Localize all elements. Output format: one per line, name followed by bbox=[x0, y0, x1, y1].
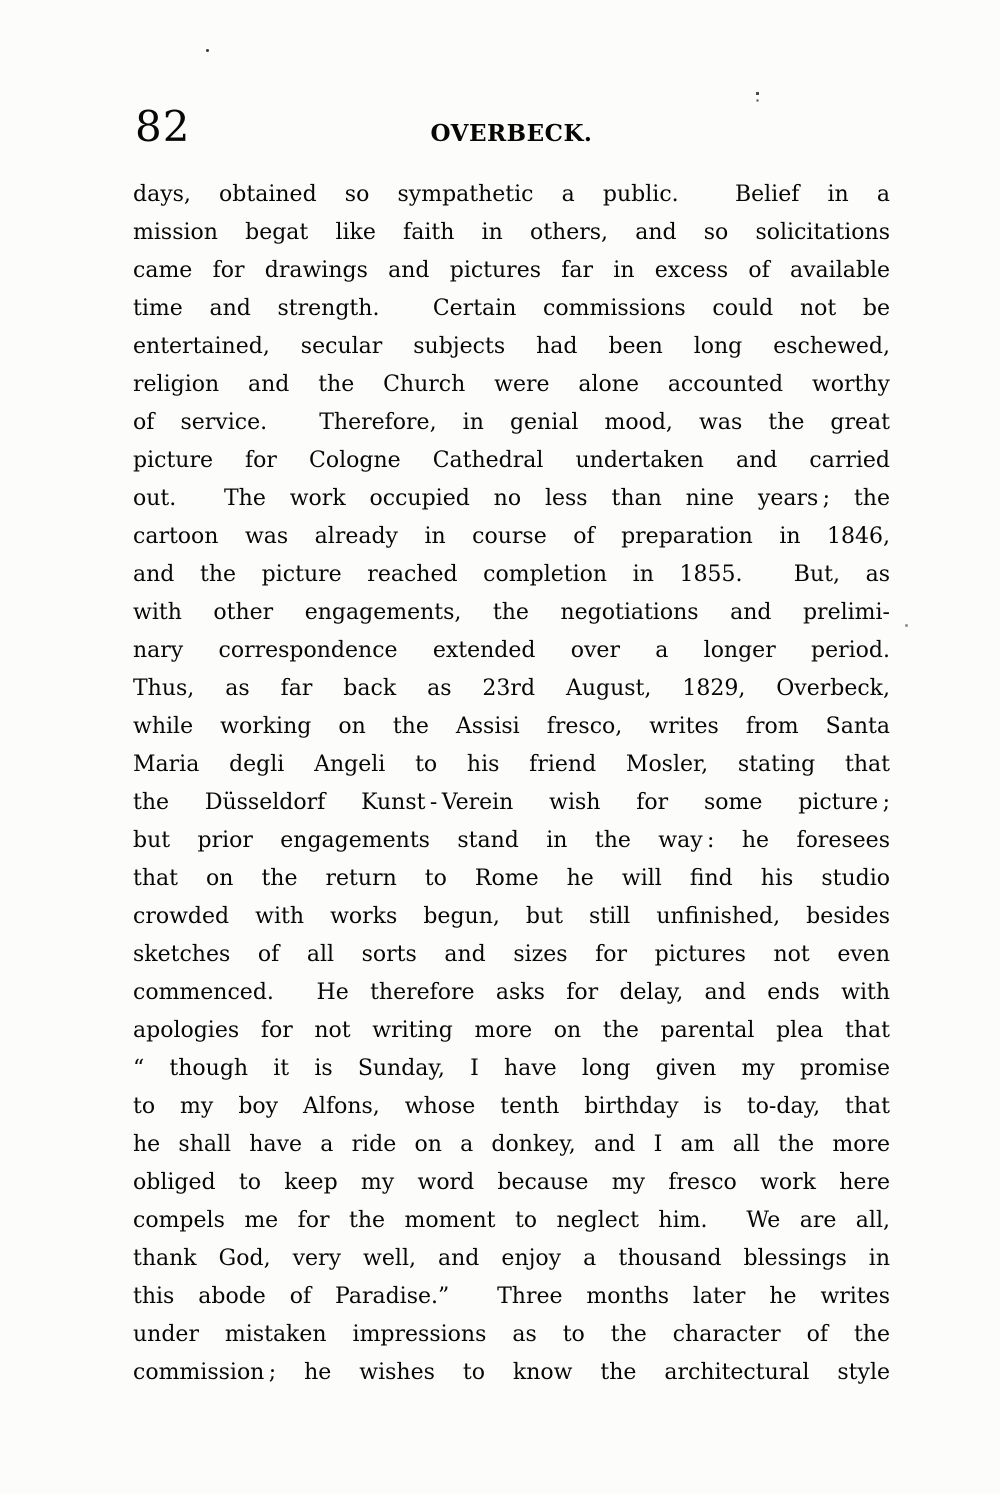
body-text bbox=[133, 176, 890, 1392]
text-line: Maria degli Angeli to his friend Mosler, stating that bbox=[133, 752, 890, 777]
text-line: he shall have a ride on a donkey, and I am all the more bbox=[133, 1132, 890, 1157]
text-line: commission ; he wishes to know the architectural style bbox=[133, 1360, 890, 1385]
ink-speck bbox=[905, 624, 908, 627]
text-line: thank God, very well, and enjoy a thousand blessings in bbox=[133, 1246, 890, 1271]
text-line: time and strength. Certain commissions could not be bbox=[133, 296, 890, 321]
running-title: OVERBECK. bbox=[430, 120, 593, 147]
text-line: under mistaken impressions as to the character of the bbox=[133, 1322, 890, 1347]
text-line: cartoon was already in course of preparation in 1846, bbox=[133, 524, 890, 549]
text-line: out. The work occupied no less than nine years ; the bbox=[133, 486, 890, 511]
text-line: but prior engagements stand in the way : he foresees bbox=[133, 828, 890, 853]
text-line: of service. Therefore, in genial mood, was the great bbox=[133, 410, 890, 435]
text-line: to my boy Alfons, whose tenth birthday is to-day, that bbox=[133, 1094, 890, 1119]
text-line: this abode of Paradise.” Three months later he writes bbox=[133, 1284, 890, 1309]
running-header bbox=[133, 100, 890, 160]
text-line: Thus, as far back as 23rd August, 1829, Overbeck, bbox=[133, 676, 890, 701]
text-line: while working on the Assisi fresco, writes from Santa bbox=[133, 714, 890, 739]
text-line: “ though it is Sunday, I have long given my promise bbox=[133, 1056, 890, 1081]
text-line: sketches of all sorts and sizes for pictures not even bbox=[133, 942, 890, 967]
text-line: days, obtained so sympathetic a public. Belief in a bbox=[133, 182, 890, 207]
text-line: picture for Cologne Cathedral undertaken and carried bbox=[133, 448, 890, 473]
text-line: crowded with works begun, but still unfinished, besides bbox=[133, 904, 890, 929]
ink-speck bbox=[206, 49, 209, 52]
text-line: with other engagements, the negotiations and prelimi- bbox=[133, 600, 890, 625]
text-line: apologies for not writing more on the parental plea that bbox=[133, 1018, 890, 1043]
text-line: came for drawings and pictures far in excess of available bbox=[133, 258, 890, 283]
ink-speck bbox=[756, 92, 759, 95]
text-line: the Düsseldorf Kunst - Verein wish for some picture ; bbox=[133, 790, 890, 815]
text-line: obliged to keep my word because my fresco work here bbox=[133, 1170, 890, 1195]
text-line: compels me for the moment to neglect him. We are all, bbox=[133, 1208, 890, 1233]
text-line: entertained, secular subjects had been long eschewed, bbox=[133, 334, 890, 359]
text-line: nary correspondence extended over a longer period. bbox=[133, 638, 890, 663]
text-line: commenced. He therefore asks for delay, and ends with bbox=[133, 980, 890, 1005]
text-line: religion and the Church were alone accounted worthy bbox=[133, 372, 890, 397]
text-line: and the picture reached completion in 1855. But, as bbox=[133, 562, 890, 587]
page-number: 82 bbox=[135, 102, 191, 151]
text-line: that on the return to Rome he will find his studio bbox=[133, 866, 890, 891]
text-line: mission begat like faith in others, and so solicitations bbox=[133, 220, 890, 245]
